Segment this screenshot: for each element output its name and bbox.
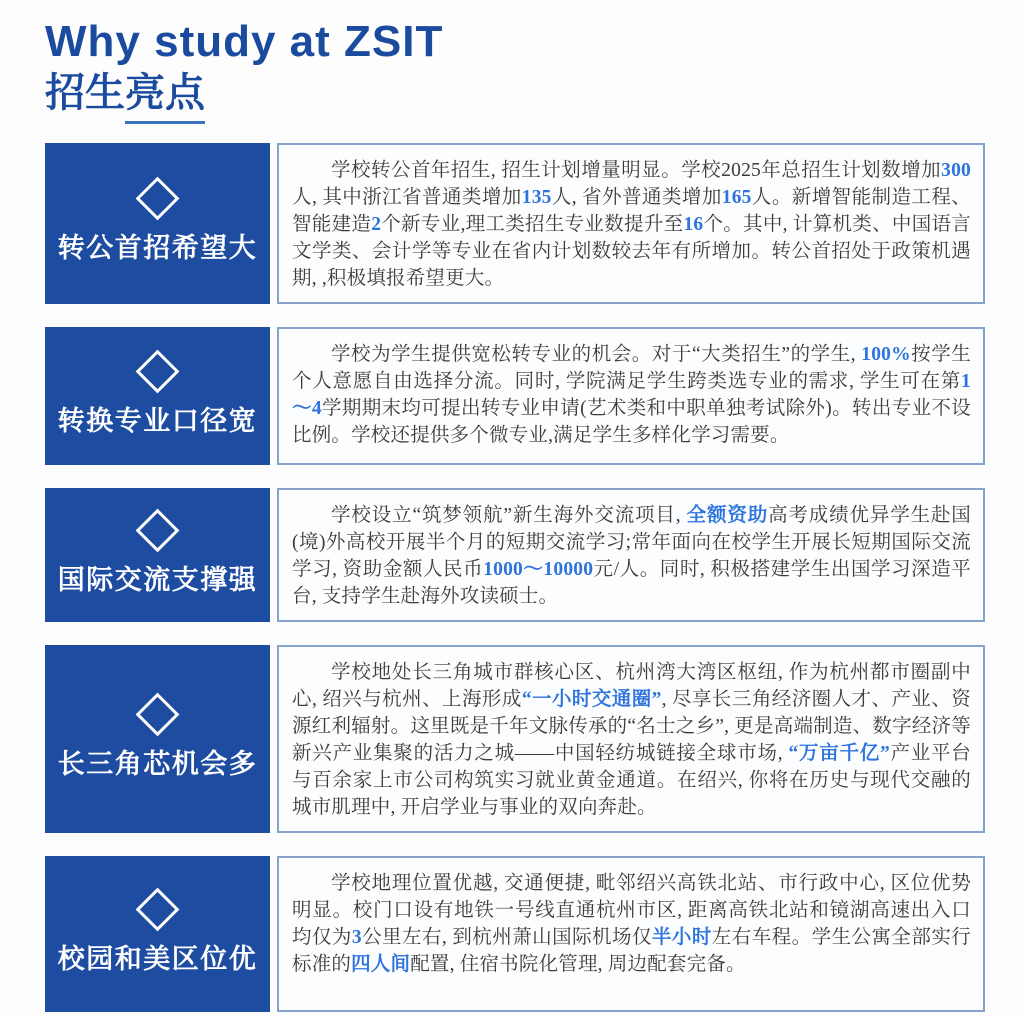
highlight-row-4 [45,645,985,833]
text-segment: 按学生个人意愿自由选择分流。同时, 学院满足学生跨类选专业的需求, 学生可在第 [292,344,971,393]
highlighted-text: 3 [351,927,362,949]
header [45,18,985,116]
highlighted-text: 300 [941,160,971,182]
row-content-text [292,157,971,292]
text-segment: 学期期末均可提出转专业申请(艺术类和中职单独考试除外)。转出专业不设比例。学校还提供多个微专业,满足学生多样化学习需要。 [292,398,971,447]
page-title-en: Why study at ZSIT [45,17,444,66]
text-segment: 人, 省外普通类增加 [551,187,722,209]
diamond-icon [136,177,180,221]
row-label: 转换专业口径宽 [57,405,258,436]
highlighted-text: 2 [371,214,382,236]
highlighted-text: “万亩千亿” [788,743,890,765]
text-segment: 高考成绩优异学生赴国(境)外高校开展半个月的短期交流学习;常年面向在校学生开展长短期国际交流学习, 资助金额人民币 [292,505,971,581]
row-label-box [45,143,270,304]
row-label-box [45,645,270,833]
diamond-icon [136,692,180,736]
row-label: 转公首招希望大 [57,233,258,264]
highlighted-text: 四人间 [351,954,411,976]
highlighted-text: 1～4 [292,371,971,420]
highlight-row-5 [45,856,985,1012]
row-label-box [45,856,270,1012]
row-content-text [292,502,971,610]
row-content-box [277,327,985,465]
row-content-text [292,341,971,449]
text-segment: 个新专业,理工类招生专业数提升至 [381,214,684,236]
highlighted-text: 1000～10000 [483,559,594,581]
row-content-box [277,856,985,1012]
row-label-box [45,327,270,465]
diamond-icon [136,349,180,393]
text-segment: 学校设立“筑梦领航”新生海外交流项目, [331,505,687,527]
row-label-box [45,488,270,622]
row-label: 校园和美区位优 [57,943,258,974]
text-segment: 配置, 住宿书院化管理, 周边配套完备。 [410,954,746,976]
text-segment: 学校转公首年招生, 招生计划增量明显。学校2025年总招生计划数增加 [331,160,942,182]
diamond-icon [136,887,180,931]
row-label: 长三角芯机会多 [57,748,258,779]
highlight-row-2 [45,327,985,465]
page-title-zh [45,70,985,116]
highlight-row-1 [45,143,985,304]
diamond-icon [136,508,180,552]
highlighted-text: 半小时 [651,927,712,949]
page-title-zh-underlined: 亮点 [125,70,205,124]
row-content-box [277,488,985,622]
highlighted-text: “一小时交通圈” [521,689,662,711]
highlights-list [45,143,985,1012]
text-segment: 人, 其中浙江省普通类增加 [292,187,522,209]
text-segment: 学校为学生提供宽松转专业的机会。对于“大类招生”的学生, [331,344,862,366]
text-segment: 左右车程。学生公寓全部实行标准的 [292,927,971,976]
text-segment: 学校地处长三角城市群核心区、杭州湾大湾区枢纽, 作为杭州都市圈副中心, 绍兴与杭州、上海形成 [292,662,971,711]
highlighted-text: 135 [521,187,552,209]
highlighted-text: 16 [683,214,704,236]
highlighted-text: 165 [721,187,752,209]
text-segment: 产业平台与百余家上市公司构筑实习就业黄金通道。在绍兴, 你将在历史与现代交融的城市肌理中, 开启学业与事业的双向奔赴。 [292,743,971,819]
text-segment: 公里左右, 到杭州萧山国际机场仅 [361,927,652,949]
text-segment: 个。其中, 计算机类、中国语言文学类、会计学等专业在省内计划数较去年有所增加。转公首招处于政策机遇期, ,积极填报希望更大。 [292,214,971,290]
row-content-box [277,143,985,304]
row-label: 国际交流支撑强 [57,564,258,595]
row-content-text [292,659,971,821]
text-segment: , 尽享长三角经济圈人才、产业、资源红利辐射。这里既是千年文脉传承的“名士之乡”, 更是高端制造、数字经济等新兴产业集聚的活力之城——中国轻纺城链接全球市场, [292,689,971,765]
highlighted-text: 全额资助 [686,505,769,527]
page-title-zh-plain: 招生 [45,70,125,116]
highlighted-text: 100% [861,344,911,366]
text-segment: 学校地理位置优越, 交通便捷, 毗邻绍兴高铁北站、市行政中心, 区位优势明显。校门口设有地铁一号线直通杭州市区, 距离高铁北站和镜湖高速出入口均仅为 [292,873,971,949]
row-content-text [292,870,971,978]
text-segment: 人。新增智能制造工程、智能建造 [292,187,971,236]
highlight-row-3 [45,488,985,622]
row-content-box [277,645,985,833]
text-segment: 元/人。同时, 积极搭建学生出国学习深造平台, 支持学生赴海外攻读硕士。 [292,559,972,608]
